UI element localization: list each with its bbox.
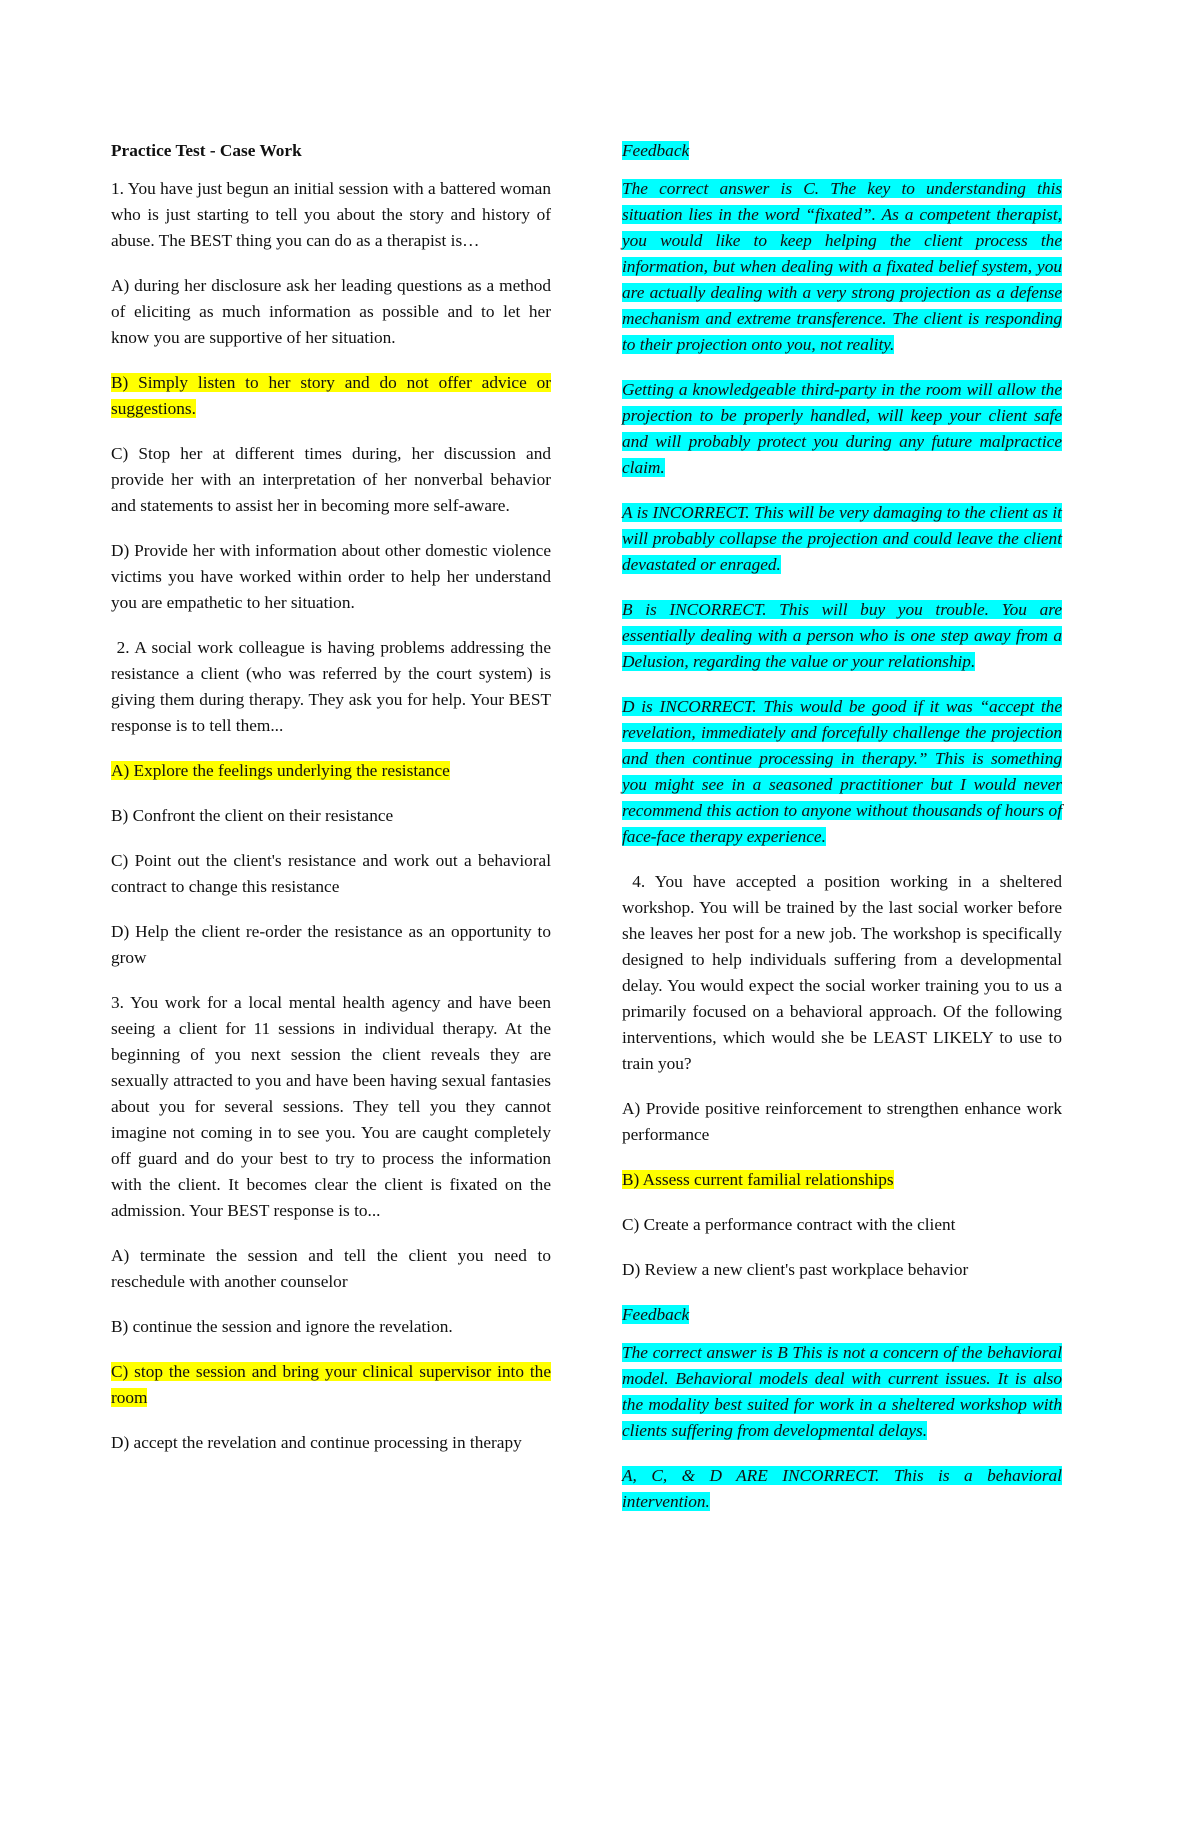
feedback-heading: Feedback bbox=[622, 1305, 690, 1324]
question-2-option-b: B) Confront the client on their resistance bbox=[111, 806, 394, 825]
feedback-paragraph: The correct answer is B This is not a concern of the behavioral model. Behavioral models deal with current issues. It is also the modality best suited for work in a sheltered workshop with clients suffering from developmental delays. bbox=[622, 1343, 1062, 1440]
correct-answer-highlight: B) Simply listen to her story and do not offer advice or suggestions. bbox=[111, 373, 551, 418]
correct-answer-highlight: A) Explore the feelings underlying the resistance bbox=[111, 761, 450, 780]
question-1-option-c: C) Stop her at different times during, her discussion and provide her with an interpretation of her nonverbal behavior and statements to assist her in becoming more self-aware. bbox=[111, 444, 551, 515]
feedback-heading: Feedback bbox=[622, 141, 690, 160]
feedback-paragraph: A is INCORRECT. This will be very damaging to the client as it will probably collapse the projection and could leave the client devastated or enraged. bbox=[622, 503, 1062, 574]
question-2-option-c: C) Point out the client's resistance and work out a behavioral contract to change this resistance bbox=[111, 851, 551, 896]
feedback-paragraph: The correct answer is C. The key to understanding this situation lies in the word “fixated”. As a competent therapist, you would like to keep helping the client process the information, but when dealing with a fixated belief system, you are actually dealing with a very strong projection as a defense mechanism and extreme transference. The client is responding to their projection onto you, not reality. bbox=[622, 179, 1062, 354]
correct-answer-highlight: B) Assess current familial relationships bbox=[622, 1170, 894, 1189]
right-column bbox=[622, 138, 1067, 1534]
feedback-paragraph: Getting a knowledgeable third-party in the room will allow the projection to be properly handled, will keep your client safe and will probably protect you during any future malpractice claim. bbox=[622, 380, 1062, 477]
page-title: Practice Test - Case Work bbox=[111, 141, 302, 160]
question-3-option-a: A) terminate the session and tell the client you need to reschedule with another counselor bbox=[111, 1246, 551, 1291]
question-4-option-a: A) Provide positive reinforcement to strengthen enhance work performance bbox=[622, 1099, 1062, 1144]
question-4-option-b bbox=[622, 1167, 1062, 1193]
question-1-option-a: A) during her disclosure ask her leading questions as a method of eliciting as much information as possible and to let her know you are supportive of her situation. bbox=[111, 276, 551, 347]
correct-answer-highlight: C) stop the session and bring your clinical supervisor into the room bbox=[111, 1362, 551, 1407]
question-2-option-a bbox=[111, 758, 551, 784]
question-2-option-d: D) Help the client re-order the resistance as an opportunity to grow bbox=[111, 922, 551, 967]
left-column bbox=[111, 138, 556, 1475]
question-1-stem: 1. You have just begun an initial session with a battered woman who is just starting to tell you about the story and history of abuse. The BEST thing you can do as a therapist is… bbox=[111, 179, 551, 250]
question-3-option-b: B) continue the session and ignore the revelation. bbox=[111, 1317, 453, 1336]
question-1-option-d: D) Provide her with information about other domestic violence victims you have worked within order to help her understand you are empathetic to her situation. bbox=[111, 541, 551, 612]
question-2-stem: 2. A social work colleague is having problems addressing the resistance a client (who was referred by the court system) is giving them during therapy. They ask you for help. Your BEST response is to tell them... bbox=[111, 638, 556, 735]
question-4-stem: 4. You have accepted a position working in a sheltered workshop. You will be trained by the last social worker before she leaves her post for a new job. The workshop is specifically designed to help individuals suffering from a developmental delay. You would expect the social worker training you to us a primarily focused on a behavioral approach. Of the following interventions, which would she be LEAST LIKELY to use to train you? bbox=[622, 872, 1067, 1073]
feedback-paragraph: B is INCORRECT. This will buy you trouble. You are essentially dealing with a person who is one step away from a Delusion, regarding the value or your relationship. bbox=[622, 600, 1062, 671]
question-4-option-c: C) Create a performance contract with the client bbox=[622, 1215, 956, 1234]
question-1-option-b bbox=[111, 370, 551, 422]
question-4-option-d: D) Review a new client's past workplace behavior bbox=[622, 1260, 969, 1279]
feedback-paragraph: A, C, & D ARE INCORRECT. This is a behavioral intervention. bbox=[622, 1466, 1062, 1511]
question-3-option-c bbox=[111, 1359, 551, 1411]
question-3-stem: 3. You work for a local mental health agency and have been seeing a client for 11 sessions in individual therapy. At the beginning of you next session the client reveals they are sexually attracted to you and have been having sexual fantasies about you for several sessions. They tell you they cannot imagine not coming in to see you. You are caught completely off guard and do your best to try to process the information with the client. It becomes clear the client is fixated on the admission. Your BEST response is to... bbox=[111, 993, 551, 1220]
question-3-option-d: D) accept the revelation and continue processing in therapy bbox=[111, 1433, 522, 1452]
feedback-paragraph: D is INCORRECT. This would be good if it was “accept the revelation, immediately and forcefully challenge the projection and then continue processing in therapy.” This is something you might see in a seasoned practitioner but I would never recommend this action to anyone without thousands of hours of face-face therapy experience. bbox=[622, 697, 1062, 846]
